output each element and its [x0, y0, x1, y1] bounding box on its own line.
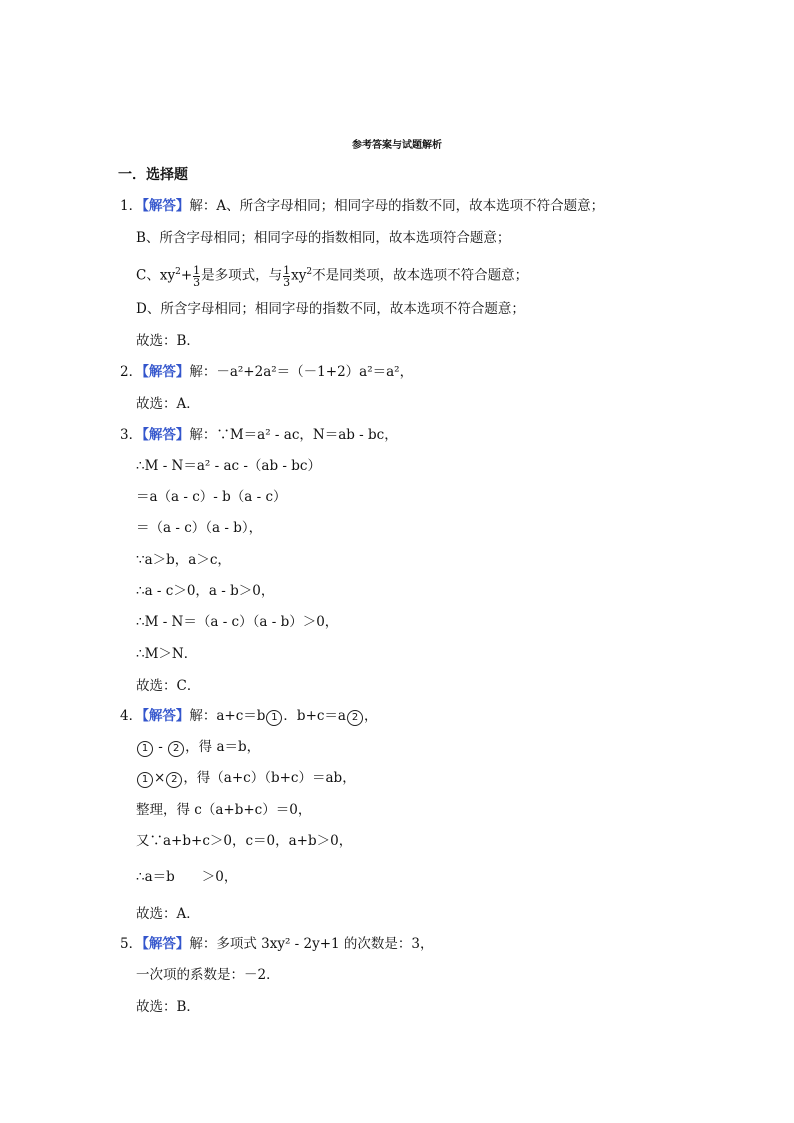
q1-text-1: 解：A、所含字母相同；相同字母的指数不同，故本选项不符合题意； [189, 198, 605, 214]
q1-text-3d: xy [291, 267, 307, 284]
circled-two: 2 [347, 710, 363, 726]
q1-text-3c: 是多项式，与 [201, 267, 283, 284]
answer-tag: 【解答】 [142, 198, 190, 214]
q3-line-3: ＝a（a - c）- b（a - c） [136, 489, 287, 505]
q4-line-6: ∴a＝b ＞0， [136, 869, 238, 885]
q2-line-1 [120, 362, 413, 382]
page-title: 参考答案与试题解析 [352, 140, 442, 151]
circled-one: 1 [137, 741, 153, 757]
q4-text-3b: ，得（a+c）（b+c）＝ab， [183, 770, 356, 786]
q1-text-3e: 不是同类项，故本选项不符合题意； [312, 267, 529, 284]
answer-tag: 【解答】 [142, 427, 190, 443]
fraction-one-third-2 [283, 265, 290, 288]
q1-text-3b: + [180, 267, 193, 284]
q1-text-3a: C、xy [136, 267, 176, 284]
fraction-denominator: 3 [193, 275, 201, 289]
q3-text-1: 解：∵M＝a² - ac，N＝ab - bc， [189, 427, 398, 443]
fraction-numerator: 1 [193, 263, 201, 277]
q2-line-2: 故选：A． [136, 396, 200, 412]
q1-line-2: B、所含字母相同；相同字母的指数相同，故本选项符合题意； [136, 230, 511, 246]
q4-line-1 [120, 706, 378, 726]
circled-two: 2 [166, 772, 182, 788]
q1-line-4: D、所含字母相同；相同字母的指数不同，故本选项不符合题意； [136, 301, 525, 317]
q4-text-2a: - [154, 739, 168, 755]
q4-line-2 [136, 737, 260, 757]
superscript: 2 [175, 267, 181, 277]
q5-line-1 [120, 934, 434, 954]
q2-number: 2． [120, 364, 143, 380]
q3-line-9: 故选：C． [136, 678, 201, 694]
q4-text-1c: ， [364, 708, 378, 724]
q4-line-3 [136, 768, 356, 788]
q3-line-1 [120, 425, 398, 445]
section-heading: 一．选择题 [118, 167, 188, 183]
circled-one: 1 [266, 710, 282, 726]
q4-line-5: 又∵a+b+c＞0，c＝0，a+b＞0， [136, 833, 353, 849]
q3-number: 3． [120, 427, 143, 443]
q1-number: 1． [120, 198, 143, 214]
q4-text-1b: ．b+c＝a [283, 708, 346, 724]
q4-text-1a: 解：a+c＝b [189, 708, 266, 724]
q4-text-3a: × [154, 770, 166, 786]
fraction-numerator: 1 [283, 263, 291, 277]
circled-two: 2 [168, 741, 184, 757]
q3-line-2: ∴M - N＝a² - ac -（ab - bc） [136, 458, 321, 474]
q3-line-5: ∵a＞b，a＞c， [136, 552, 231, 568]
q4-text-2b: ，得 a＝b， [185, 739, 261, 755]
q3-line-7: ∴M - N＝（a - c）（a - b）＞0， [136, 614, 339, 630]
answer-tag: 【解答】 [142, 936, 190, 952]
fraction-denominator: 3 [283, 275, 291, 289]
q5-line-2: 一次项的系数是：－2． [136, 967, 280, 983]
q5-text-1: 解：多项式 3xy² - 2y+1 的次数是：3， [189, 936, 434, 952]
fraction-one-third [193, 265, 200, 288]
q5-line-3: 故选：B． [136, 999, 200, 1015]
q4-number: 4． [120, 708, 143, 724]
q1-line-5: 故选：B． [136, 333, 200, 349]
q3-line-6: ∴a - c＞0，a - b＞0， [136, 583, 275, 599]
q4-line-4: 整理，得 c（a+b+c）＝0， [136, 802, 312, 818]
superscript: 2 [306, 267, 313, 277]
q3-line-4: ＝（a - c）（a - b）， [136, 520, 263, 536]
answer-tag: 【解答】 [142, 364, 190, 380]
q4-line-7: 故选：A． [136, 906, 200, 922]
circled-one: 1 [137, 772, 153, 788]
q3-line-8: ∴M＞N． [136, 646, 198, 662]
q5-number: 5． [120, 936, 143, 952]
q1-line-3 [136, 262, 528, 288]
q2-text-1: 解：－a²+2a²＝（－1+2）a²＝a²， [189, 364, 414, 380]
answer-tag: 【解答】 [142, 708, 190, 724]
q1-line-1 [120, 196, 604, 216]
